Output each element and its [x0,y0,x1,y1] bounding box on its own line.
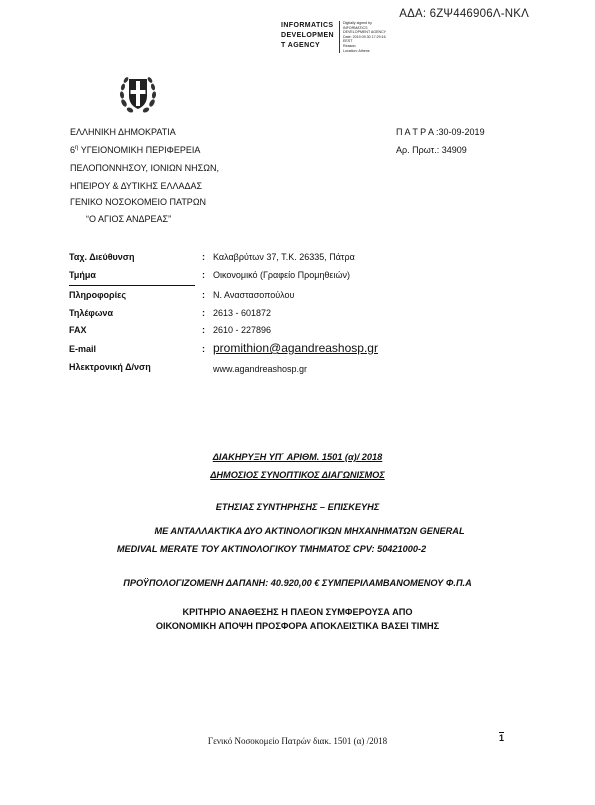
email-link[interactable]: promithion@agandreashosp.gr [213,341,378,355]
info-sep-address: : [202,252,205,262]
info-value-phone: 2613 - 601872 [213,308,272,318]
info-label-phone: Τηλέφωνα [69,308,113,318]
info-label-contact: Πληροφορίες [69,290,127,300]
info-label-email: E-mail [69,344,97,354]
info-sep-email: : [202,344,205,354]
info-label-department: Τμήμα [69,270,96,280]
info-value-fax: 2610 - 227896 [213,325,272,335]
info-value-contact: Ν. Αναστασοπούλου [213,290,295,300]
region-number: 6 [70,145,76,155]
declaration-title: ΔΙΑΚΗΡΥΞΗ ΥΠ΄ ΑΡΙΘΜ. 1501 (α)/ 2018 [212,452,383,462]
criterion-line-2: ΟΙΚΟΝΟΜΙΚΗ ΑΠΟΨΗ ΠΡΟΣΦΟΡΑ ΑΠΟΚΛΕΙΣΤΙΚΑ ΒΑΣΕΙ ΤΙΜΗΣ [155,621,440,631]
agency-logo-name: INFORMATICS DEVELOPMEN T AGENCY [281,22,335,49]
letterhead-line-3: ΠΕΛΟΠΟΝΝΗΣΟΥ, ΙΟΝΙΩΝ ΝΗΣΩΝ, [70,163,219,173]
info-label-fax: FAX [69,325,87,335]
info-value-department: Οικονομικό (Γραφείο Προμηθειών) [213,270,350,280]
info-sep-contact: : [202,290,205,300]
agency-logo [281,21,401,55]
page-footer: Γενικό Νοσοκομείο Πατρών διακ. 1501 (α) /2018 [207,736,388,746]
info-label-address: Ταχ. Διεύθυνση [69,252,135,262]
tender-type: ΔΗΜΟΣΙΟΣ ΣΥΝΟΠΤΙΚΟΣ ΔΙΑΓΩΝΙΣΜΟΣ [210,470,385,480]
info-divider [69,285,195,286]
service-title: ΕΤΗΣΙΑΣ ΣΥΝΤΗΡΗΣΗΣ – ΕΠΙΣΚΕΥΗΣ [215,502,380,512]
info-sep-department: : [202,270,205,280]
criterion-line-1: ΚΡΙΤΗΡΙΟ ΑΝΑΘΕΣΗΣ Η ΠΛΕΟΝ ΣΥΜΦΕΡΟΥΣΑ ΑΠΟ [182,607,413,617]
region-sup: η [75,145,79,151]
info-sep-fax: : [202,325,205,335]
greek-emblem-icon [118,69,158,117]
subject-line-1: ΜΕ ΑΝΤΑΛΛΑΚΤΙΚΑ ΔΥΟ ΑΚΤΙΝΟΛΟΓΙΚΩΝ ΜΗΧΑΝΗΜΑΤΩΝ GENERAL [154,526,465,536]
region-name: ΥΓΕΙΟΝΟΜΙΚΗ ΠΕΡΙΦΕΡΕΙΑ [80,145,201,155]
budget-line: ΠΡΟΫΠΟΛΟΓΙΖΟΜΕΝΗ ΔΑΠΑΝΗ: 40.920,00 € ΣΥΜΠΕΡΙΛΑΜΒΑΝΟΜΕΝΟΥ Φ.Π.Α [123,578,472,588]
subject-line-2: MEDIVAL MERATE ΤΟΥ ΑΚΤΙΝΟΛΟΓΙΚΟΥ ΤΜΗΜΑΤΟΣ CPV: 50421000-2 [116,544,427,554]
info-value-address: Καλαβρύτων 37, Τ.Κ. 26335, Πάτρα [213,252,355,262]
agency-logo-divider [339,21,340,53]
info-label-website: Ηλεκτρονική Δ/νση [69,362,151,372]
info-sep-phone: : [202,308,205,318]
letterhead-line-1: ΕΛΛΗΝΙΚΗ ΔΗΜΟΚΡΑΤΙΑ [70,127,176,137]
document-date: Π Α Τ Ρ Α :30-09-2019 [396,127,485,137]
website-link[interactable]: www.agandreashosp.gr [213,364,308,374]
letterhead-line-4: ΗΠΕΙΡΟΥ & ΔΥΤΙΚΗΣ ΕΛΛΑΔΑΣ [70,181,203,191]
page-number: 1 [499,733,505,743]
letterhead-line-2 [70,145,200,155]
ada-code: ΑΔΑ: 6ΖΨ446906Λ-ΝΚΛ [399,8,529,20]
protocol-number: Αρ. Πρωτ.: 34909 [396,145,467,155]
letterhead-line-6: “Ο ΑΓΙΟΣ ΑΝΔΡΕΑΣ” [86,214,172,224]
agency-logo-signature-text: Digitally signed by INFORMATICS DEVELOPMENT AGENCY Date: 2019.09.30 17:29:16 EEST Reason: Location: Athens [343,21,387,53]
letterhead-line-5: ΓΕΝΙΚΟ ΝΟΣΟΚΟΜΕΙΟ ΠΑΤΡΩΝ [70,197,207,207]
